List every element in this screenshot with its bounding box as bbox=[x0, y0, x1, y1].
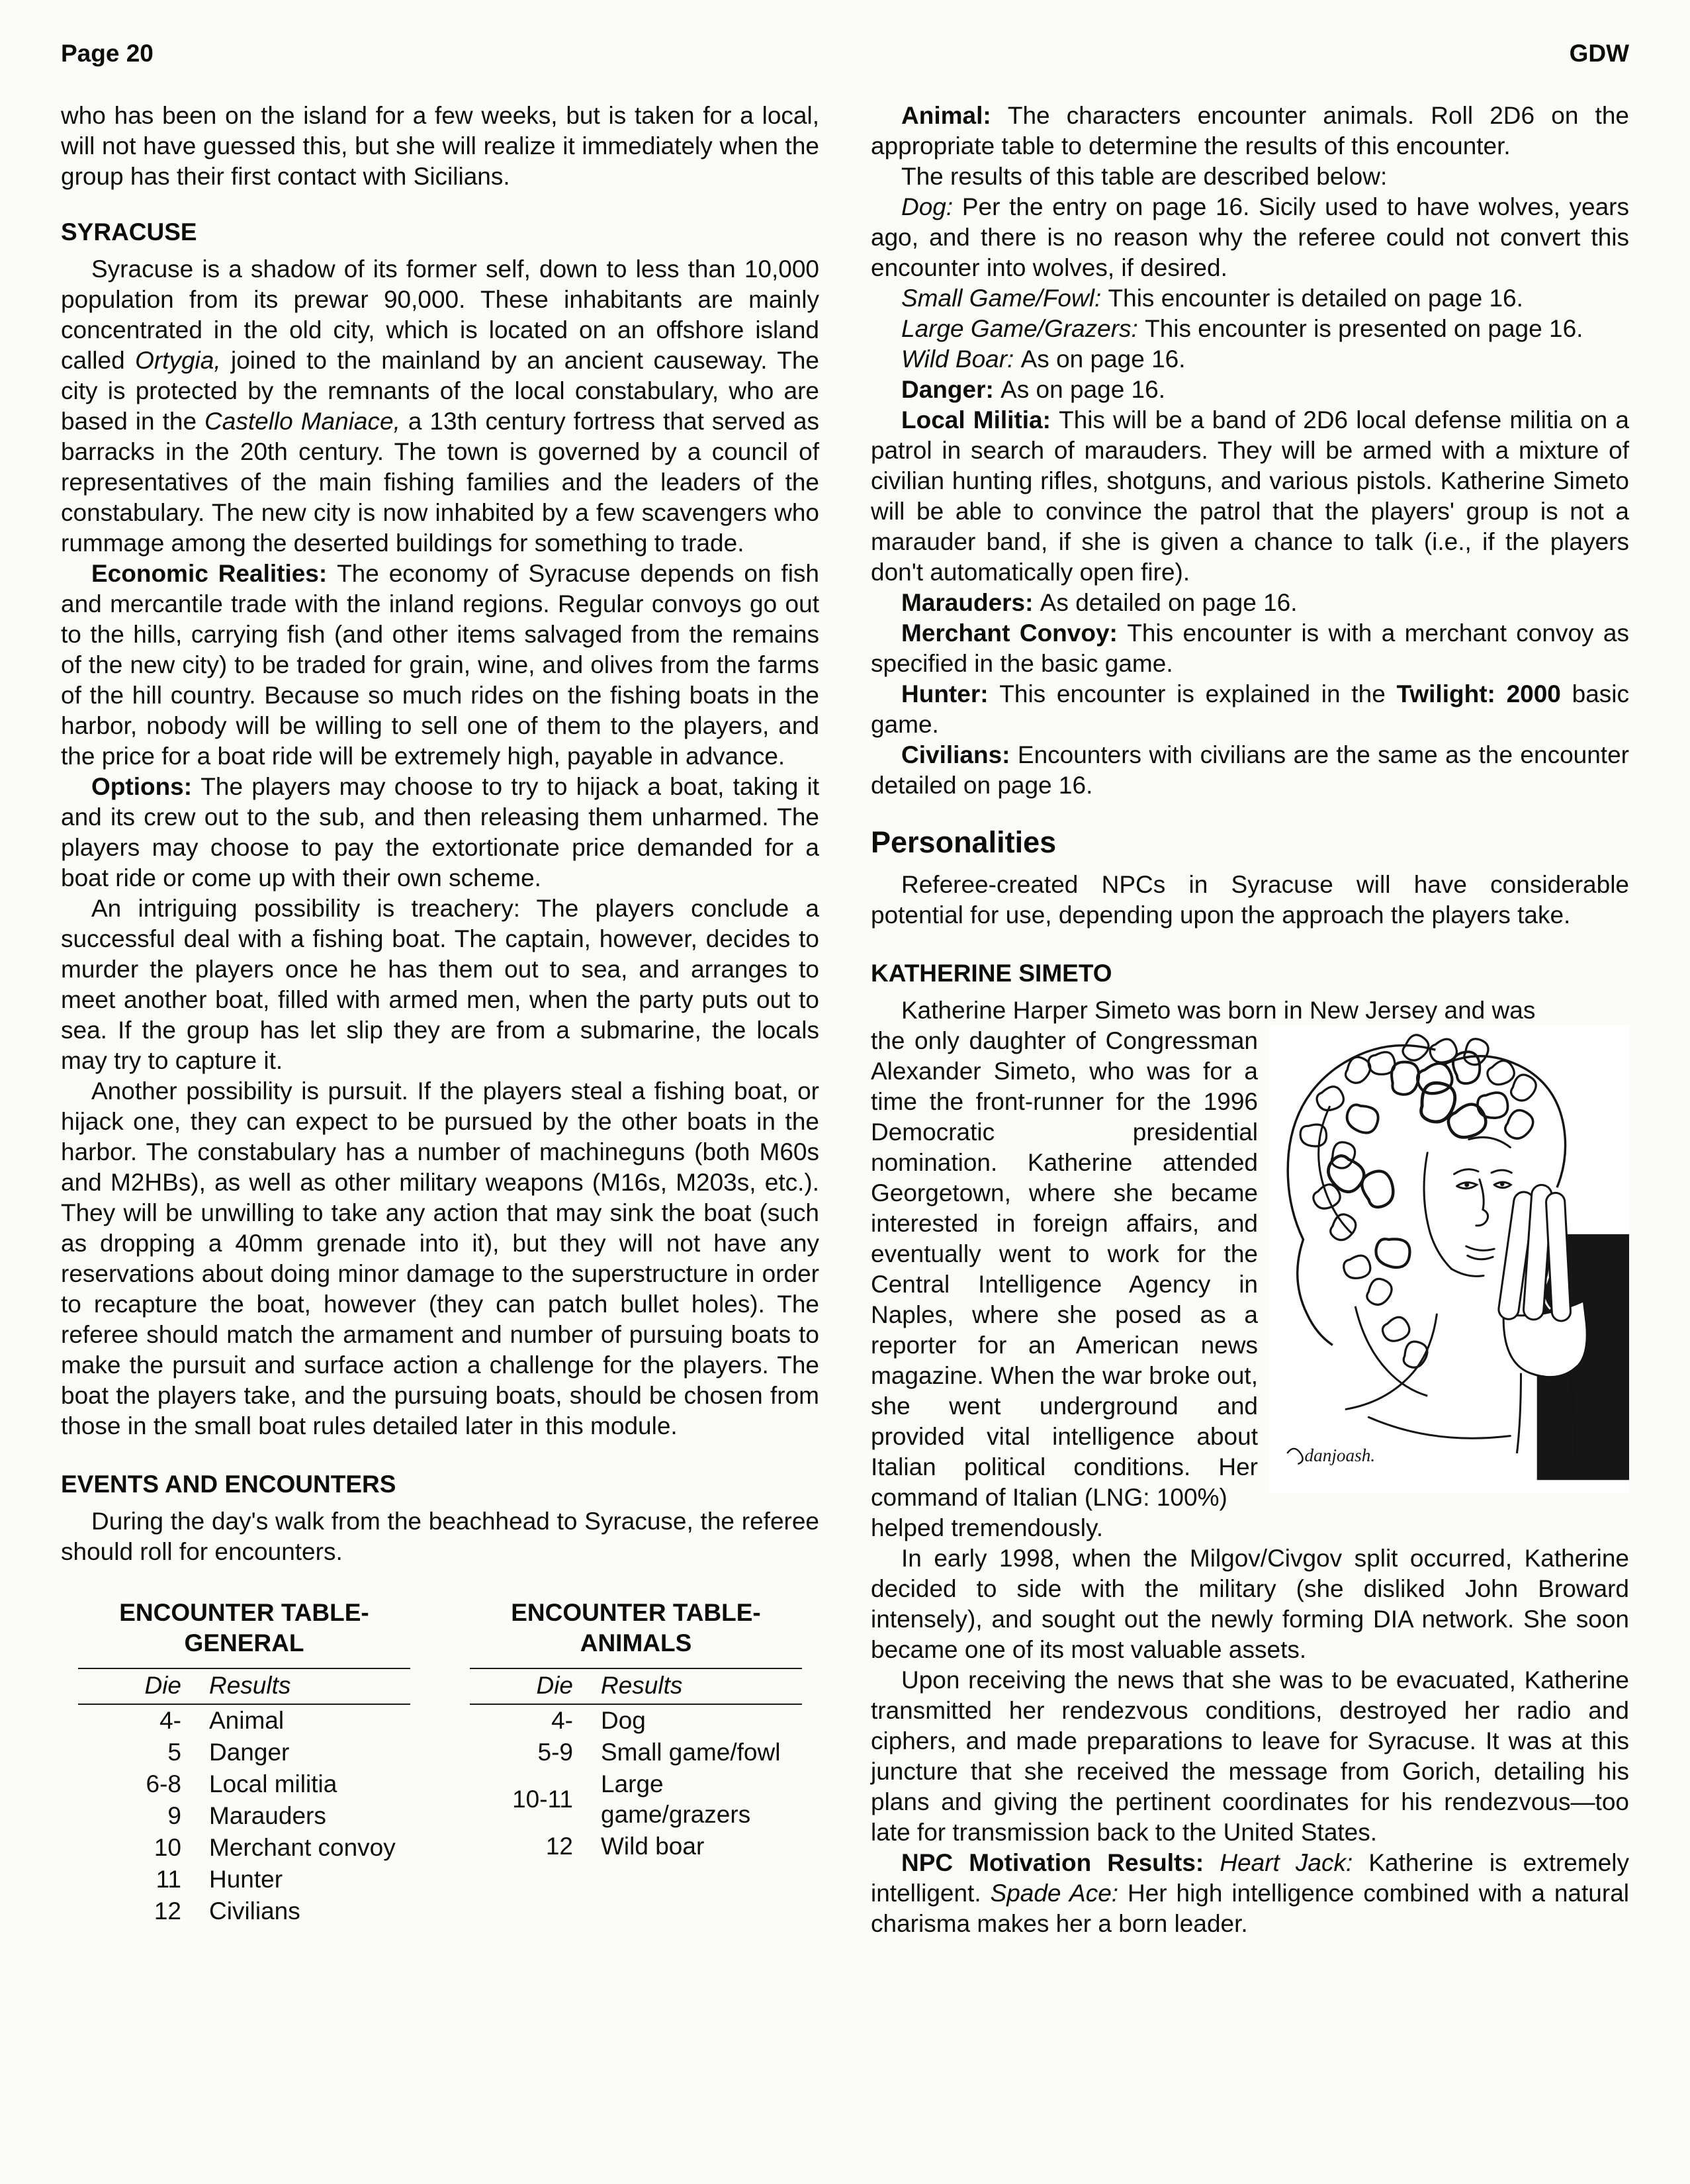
heading-personalities: Personalities bbox=[871, 825, 1057, 859]
table-header-row bbox=[470, 1668, 802, 1704]
encounter-table-general bbox=[78, 1598, 410, 1927]
encounter-table-animals bbox=[470, 1598, 802, 1927]
die-cell: 4- bbox=[551, 1707, 573, 1734]
die-cell: 12 bbox=[154, 1897, 181, 1925]
result-cell: Small game/fowl bbox=[601, 1739, 781, 1766]
column-header-results: Results bbox=[601, 1672, 683, 1699]
paragraph-economic-realities: Economic Realities: The economy of Syracuse depends on fish and mercantile trade with the inland regions. Regular convoys go out to the hills, carrying fish (and other items salvaged from the remains of the new city) to be traded for grain, wine, and olives from the farms of the hill country. Because so much rides on the fishing boats in the harbor, nobody will be willing to sell one of them to the players, and the price for a boat ride will be extremely high, payable in advance. bbox=[61, 560, 819, 770]
result-cell: Marauders bbox=[209, 1802, 326, 1829]
paragraph-milgov-civgov: In early 1998, when the Milgov/Civgov split occurred, Katherine decided to side with the military (she disliked John Broward intensely), and sought out the newly forming DIA network. She soon became one of its most valuable assets. bbox=[871, 1545, 1629, 1663]
table-row bbox=[470, 1704, 802, 1737]
table-row bbox=[78, 1832, 410, 1864]
katherine-bio-with-portrait bbox=[871, 1026, 1629, 1513]
die-cell: 12 bbox=[545, 1833, 573, 1860]
paragraph-treachery: An intriguing possibility is treachery: The players conclude a successful deal with a fishing boat. The captain, however, decides to murder the players once he has them out to sea, and arranges to meet another boat, filled with armed men, when the party puts out to sea. If the group has let slip they are from a submarine, the locals may try to capture it. bbox=[61, 895, 819, 1074]
table-row bbox=[470, 1737, 802, 1768]
table-row bbox=[78, 1768, 410, 1800]
paragraph-large-game: Large Game/Grazers: This encounter is presented on page 16. bbox=[901, 315, 1583, 342]
paragraph-syracuse-overview: Syracuse is a shadow of its former self, down to less than 10,000 population from its prewar 90,000. These inhabitants are mainly concentrated in the old city, which is located on an offshore island called Ortygia, joined to the mainland by an ancient causeway. The city is protected by the remnants of the local constabulary, who are based in the Castello Maniace, a 13th century fortress that served as barracks in the 20th century. The town is governed by a council of representatives of the main fishing families and the leaders of the constabulary. The new city is now inhabited by a few scavengers who rummage among the deserted buildings for something to trade. bbox=[61, 255, 819, 557]
table-row bbox=[78, 1864, 410, 1895]
die-cell: 4- bbox=[159, 1707, 181, 1734]
paragraph-continuation: who has been on the island for a few weeks, but is taken for a local, will not have guessed this, but she will realize it immediately when the group has their first contact with Sicilians. bbox=[61, 102, 819, 190]
two-column-layout bbox=[61, 101, 1629, 1939]
paragraph-katherine-lead: Katherine Harper Simeto was born in New Jersey and was bbox=[901, 997, 1536, 1024]
table-header-row bbox=[78, 1668, 410, 1704]
result-cell: Wild boar bbox=[601, 1833, 705, 1860]
paragraph-evacuation: Upon receiving the news that she was to be evacuated, Katherine transmitted her rendezvous conditions, destroyed her radio and ciphers, and made preparations to leave for Syracuse. It was at this juncture that she received the message from Gorich, detailing his plans and giving the pertinent coordinates for his rendezvous—too late for transmission back to the United States. bbox=[871, 1666, 1629, 1846]
result-cell: Large game/grazers bbox=[601, 1770, 751, 1828]
table-row bbox=[470, 1768, 802, 1831]
result-cell: Merchant convoy bbox=[209, 1834, 396, 1861]
paragraph-personalities-intro: Referee-created NPCs in Syracuse will have considerable potential for use, depending upon the approach the players take. bbox=[871, 871, 1629, 929]
column-header-results: Results bbox=[209, 1672, 291, 1699]
table-title: ENCOUNTER TABLE- GENERAL bbox=[119, 1599, 369, 1657]
column-header-die: Die bbox=[144, 1672, 181, 1699]
result-cell: Dog bbox=[601, 1707, 646, 1734]
paragraph-pursuit: Another possibility is pursuit. If the players steal a fishing boat, or hijack one, they can expect to be pursued by the other boats in the harbor. The constabulary has a number of machineguns (both M60s and M2HBs), as well as other military weapons (M16s, M203s, etc.). They will be unwilling to take any action that may sink the boat (such as dropping a 40mm grenade into it), but they will not have any reservations about doing minor damage to the superstructure in order to recapture the boat, however (they can patch bullet holes). The referee should match the armament and number of pursuing boats to make the pursuit and surface action a challenge for the players. The boat the players take, and the pursuing boats, should be chosen from those in the small boat rules detailed later in this module. bbox=[61, 1077, 819, 1439]
paragraph-options: Options: The players may choose to try to hijack a boat, taking it and its crew out to the sub, and then releasing them unharmed. The players may choose to pay the extortionate price demanded for a boat ride or come up with their own scheme. bbox=[61, 773, 819, 891]
die-cell: 5 bbox=[167, 1739, 181, 1766]
paragraph-animal: Animal: The characters encounter animals. Roll 2D6 on the appropriate table to determine the results of this encounter. bbox=[871, 102, 1629, 159]
paragraph-events-intro: During the day's walk from the beachhead to Syracuse, the referee should roll for encounters. bbox=[61, 1508, 819, 1565]
publisher-mark: GDW bbox=[1569, 40, 1629, 67]
paragraph-merchant-convoy: Merchant Convoy: This encounter is with a merchant convoy as specified in the basic game. bbox=[871, 619, 1629, 677]
table-title: ENCOUNTER TABLE- ANIMALS bbox=[511, 1599, 761, 1657]
result-cell: Local militia bbox=[209, 1770, 337, 1797]
die-cell: 5-9 bbox=[537, 1739, 573, 1766]
table-row bbox=[78, 1704, 410, 1737]
table-row bbox=[78, 1895, 410, 1927]
paragraph-dog: Dog: Per the entry on page 16. Sicily used to have wolves, years ago, and there is no reason why the referee could not convert this encounter into wolves, if desired. bbox=[871, 193, 1630, 281]
page-number: Page 20 bbox=[61, 40, 154, 67]
result-cell: Hunter bbox=[209, 1866, 283, 1893]
table-row bbox=[78, 1737, 410, 1768]
paragraph-wild-boar: Wild Boar: As on page 16. bbox=[901, 345, 1186, 373]
paragraph-results-note: The results of this table are described below: bbox=[901, 163, 1388, 190]
svg-text:danjoash.: danjoash. bbox=[1304, 1445, 1376, 1466]
heading-syracuse: SYRACUSE bbox=[61, 218, 197, 246]
result-cell: Danger bbox=[209, 1739, 290, 1766]
paragraph-local-militia: Local Militia: This will be a band of 2D6 local defense militia on a patrol in search of marauders. They will be armed with a mixture of civilian hunting rifles, shotguns, and various pistols. Katherine Simeto will be able to convince the patrol that the players' group is not a marauder band, if she is given a chance to talk (i.e., if the players don't automatically open fire). bbox=[871, 406, 1629, 586]
heading-events-and-encounters: EVENTS AND ENCOUNTERS bbox=[61, 1471, 396, 1498]
paragraph-npc-motivation: NPC Motivation Results: Heart Jack: Katherine is extremely intelligent. Spade Ace: Her high intelligence combined with a natural charisma makes her a born leader. bbox=[871, 1849, 1629, 1937]
katherine-portrait-illustration bbox=[1268, 1026, 1629, 1493]
paragraph-civilians: Civilians: Encounters with civilians are the same as the encounter detailed on page 16. bbox=[871, 741, 1629, 799]
die-cell: 6-8 bbox=[146, 1770, 181, 1797]
heading-katherine-simeto: KATHERINE SIMETO bbox=[871, 960, 1112, 987]
result-cell: Animal bbox=[209, 1707, 285, 1734]
paragraph-katherine-bio: the only daughter of Congressman Alexander Simeto, who was for a time the front-runner for the 1996 Democratic presidential nomination. Katherine attended Georgetown, where she became interested in foreign affairs, and eventually went to work for the Central Intelligence Agency in Naples, where she posed as a reporter for an American news magazine. When the war broke out, she went underground and provided vital intelligence about Italian political conditions. Her command of Italian (LNG: 100%) bbox=[871, 1027, 1258, 1511]
page-header bbox=[61, 38, 1629, 69]
paragraph-marauders: Marauders: As detailed on page 16. bbox=[901, 589, 1298, 616]
die-cell: 11 bbox=[156, 1866, 181, 1893]
table-row bbox=[78, 1800, 410, 1832]
die-cell: 10-11 bbox=[512, 1786, 573, 1813]
right-column bbox=[871, 101, 1629, 1939]
encounter-tables bbox=[78, 1598, 802, 1927]
result-cell: Civilians bbox=[209, 1897, 300, 1925]
paragraph-katherine-bio-tail: helped tremendously. bbox=[871, 1514, 1104, 1541]
table-row bbox=[470, 1831, 802, 1862]
paragraph-small-game: Small Game/Fowl: This encounter is detailed on page 16. bbox=[901, 285, 1523, 312]
left-column bbox=[61, 101, 819, 1939]
die-cell: 9 bbox=[167, 1802, 181, 1829]
paragraph-danger: Danger: As on page 16. bbox=[901, 376, 1165, 403]
column-header-die: Die bbox=[536, 1672, 573, 1699]
paragraph-hunter: Hunter: This encounter is explained in the Twilight: 2000 basic game. bbox=[871, 680, 1629, 738]
katherine-portrait bbox=[1258, 1026, 1629, 1493]
die-cell: 10 bbox=[154, 1834, 181, 1861]
